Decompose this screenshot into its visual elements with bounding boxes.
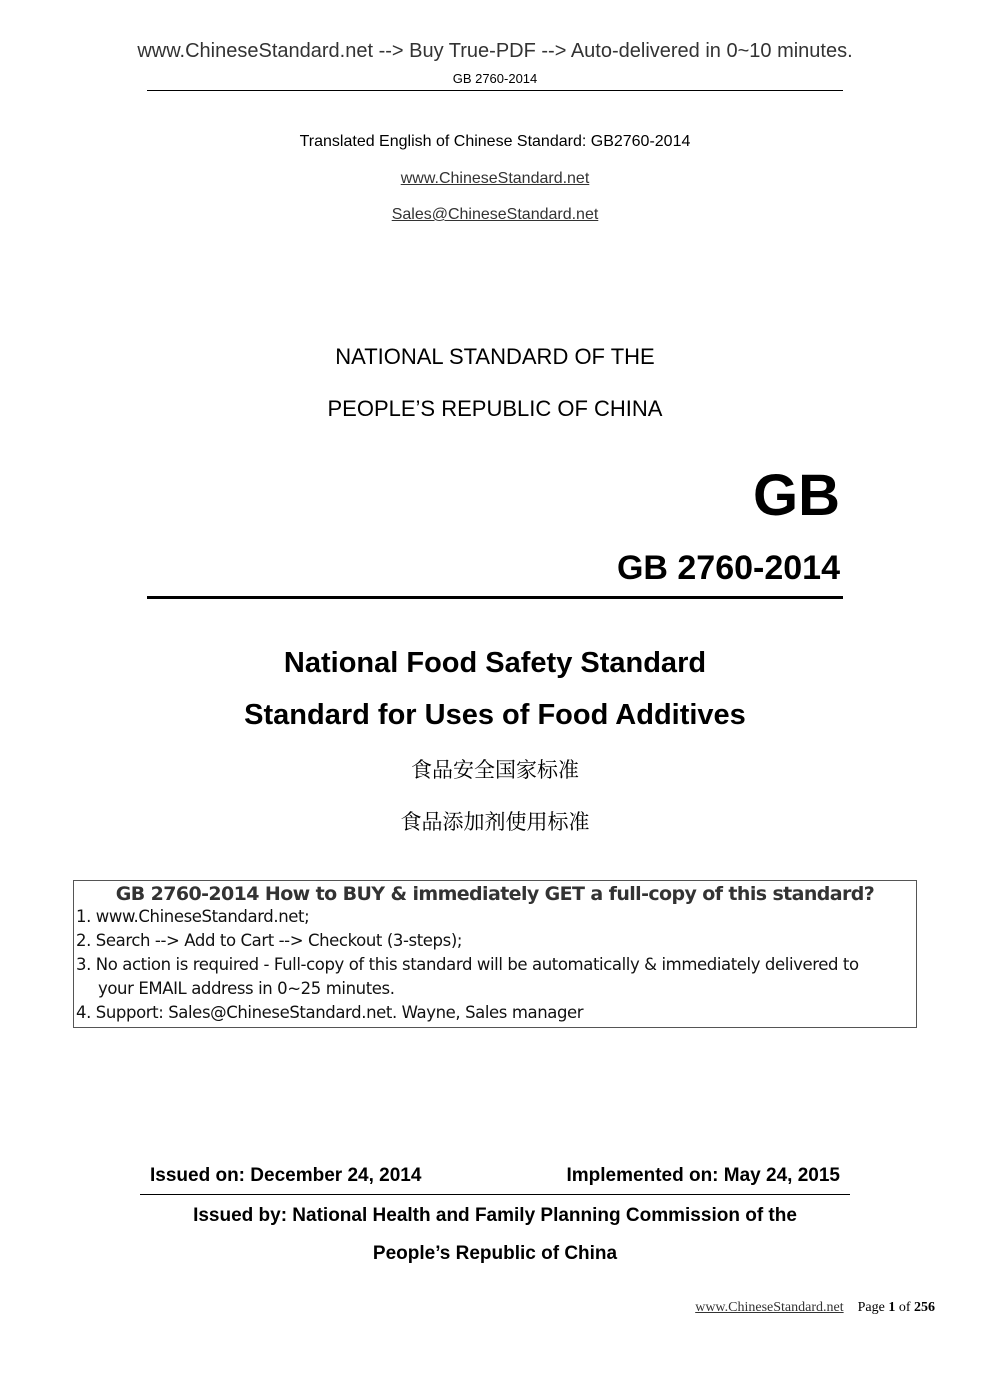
buy-box-title: GB 2760-2014 How to BUY & immediately GET a full-copy of this standard?: [115, 883, 875, 905]
title-chinese-1: 食品安全国家标准: [411, 758, 579, 782]
national-line-1: NATIONAL STANDARD OF THE: [335, 344, 655, 369]
website-link[interactable]: www.ChineseStandard.net: [400, 170, 590, 187]
buy-step-continued: your EMAIL address in 0~25 minutes.: [98, 979, 395, 998]
gb-mark: GB: [753, 463, 840, 528]
issued-on: Issued on: December 24, 2014: [150, 1165, 422, 1186]
buy-step: 3. No action is required - Full-copy of this standard will be automatically & immediately delivered to: [76, 955, 859, 974]
page-of: of: [898, 1300, 911, 1315]
page-total: 256: [914, 1300, 935, 1315]
title-line-1: National Food Safety Standard: [283, 647, 707, 679]
title-line-2: Standard for Uses of Food Additives: [244, 699, 746, 731]
footer-website-link[interactable]: www.ChineseStandard.net: [695, 1300, 844, 1315]
issued-by-line-1: Issued by: National Health and Family Planning Commission of the: [193, 1205, 797, 1226]
page-label: Page: [857, 1300, 885, 1315]
header-rule: [147, 90, 843, 91]
buy-step: 4. Support: Sales@ChineseStandard.net. Wayne, Sales manager: [76, 1003, 584, 1022]
footer: [695, 1300, 935, 1316]
email-link[interactable]: Sales@ChineseStandard.net: [391, 206, 599, 223]
page-number: 1: [888, 1300, 896, 1315]
translated-line: Translated English of Chinese Standard: GB2760-2014: [299, 133, 691, 150]
title-rule: [147, 596, 843, 599]
national-line-2: PEOPLE’S REPUBLIC OF CHINA: [327, 396, 663, 421]
issue-rule: [140, 1194, 850, 1195]
issued-by-line-2: People’s Republic of China: [372, 1243, 618, 1264]
buy-step: 2. Search --> Add to Cart --> Checkout (3-steps);: [76, 931, 463, 950]
header-code: GB 2760-2014: [452, 71, 538, 86]
buy-step: 1. www.ChineseStandard.net;: [76, 907, 310, 926]
buy-instructions-box: [73, 880, 917, 1028]
title-chinese-2: 食品添加剂使用标准: [400, 810, 590, 834]
header-banner: www.ChineseStandard.net --> Buy True-PDF --> Auto-delivered in 0~10 minutes.: [137, 40, 853, 62]
implemented-on: Implemented on: May 24, 2015: [566, 1165, 840, 1186]
standard-number: GB 2760-2014: [616, 549, 840, 587]
